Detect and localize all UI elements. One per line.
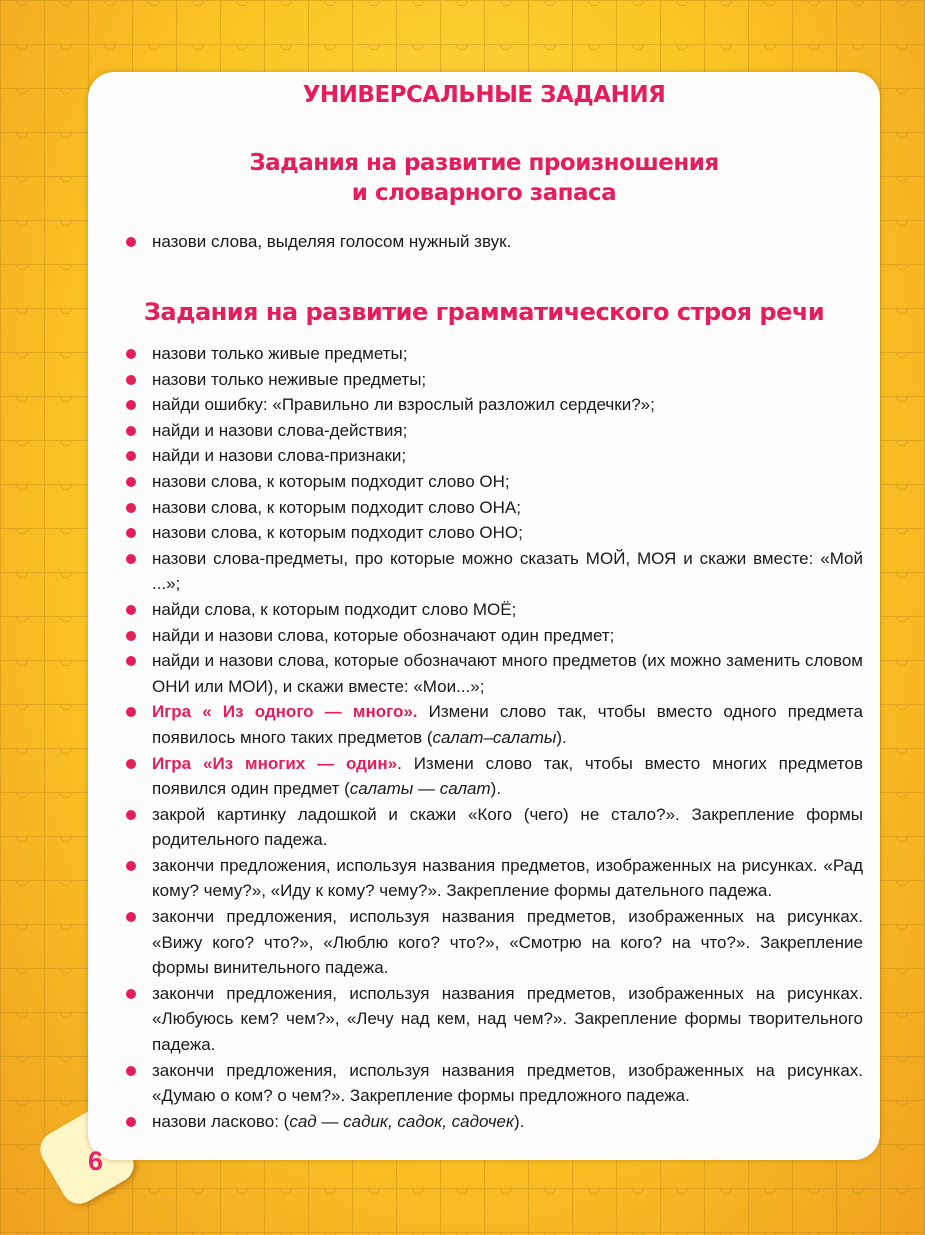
item-text: найди слова, к которым подходит слово МОЁ; [152,599,517,619]
list-item [152,981,863,1058]
item-text: назови слова, к которым подходит слово ОН; [152,471,510,491]
list-item [152,802,863,853]
item-text: ). [514,1111,525,1131]
example-text: салаты — салат [349,779,491,799]
list-item [152,597,863,623]
list-item [152,751,863,802]
list-item [152,392,863,418]
list-item [152,853,863,904]
item-text: закончи предложения, используя названия предметов, изображенных на рисунках. «Вижу кого? что?», «Люблю кого? что?», «Смотрю на кого? на что?». Закрепление формы винительного падежа. [152,907,863,978]
item-text: назови слова-предметы, про которые можно сказать МОЙ, МОЯ и скажи вместе: «Мой ...»; [152,548,863,594]
game-name: Игра « Из одного — много». [152,702,418,722]
item-text: найди ошибку: «Правильно ли взрослый разложил сердечки?»; [152,395,655,415]
list-item [152,495,863,521]
section1-list [152,229,863,255]
item-text: назови слова, к которым подходит слово ОНА; [152,497,521,517]
item-text: закрой картинку ладошкой и скажи «Кого (чего) не стало?». Закрепление формы родительного падежа. [152,804,863,850]
section2-heading: Задания на развитие грамматического строя речи [143,298,825,326]
item-text: найди и назови слова, которые обозначают один предмет; [152,625,615,645]
page-title: УНИВЕРСАЛЬНЫЕ ЗАДАНИЯ [302,82,666,108]
list-item [152,443,863,469]
section1-heading [88,148,880,208]
list-item [152,418,863,444]
item-text: найди и назови слова, которые обозначают много предметов (их можно заменить словом ОНИ или МОИ), и скажи вместе: «Мои...»; [152,651,863,696]
list-item [152,546,863,597]
item-text: найди и назови слова-признаки; [152,446,407,466]
section1-heading-line2: и словарного запаса [351,180,617,206]
list-item [152,699,863,750]
example-text: салат–салаты [432,727,557,747]
item-text: ). [556,727,567,747]
example-text: сад — садик, садок, садочек [289,1111,515,1131]
list-item [152,648,863,699]
page-number: 6 [88,1146,104,1176]
item-text: назови слова, к которым подходит слово ОНО; [152,523,523,543]
list-item [152,1109,863,1135]
list-item [152,367,863,393]
list-item [152,904,863,981]
list-item [152,229,863,255]
item-text: . Измени слово так, чтобы вместо многих предметов появился один предмет ( [152,753,863,799]
item-text: закончи предложения, используя названия предметов, изображенных на рисунках. «Любуюсь кем? чем?», «Лечу над кем, над чем?». Закрепление формы творительного падежа. [152,983,863,1055]
list-item [152,469,863,495]
list-item [152,1058,863,1109]
section1-heading-line1: Задания на развитие произношения [249,150,719,176]
list-item [152,341,863,367]
item-text: назови слова, выделяя голосом нужный звук. [152,232,512,251]
item-text: закончи предложения, используя названия предметов, изображенных на рисунках. «Рад кому? чему?», «Иду к кому? чему?». Закрепление формы дательного падежа. [152,855,863,901]
game-name: Игра «Из многих — один» [152,753,398,773]
list-item [152,623,863,649]
list-item [152,520,863,546]
item-text: Измени слово так, чтобы вместо одного предмета появилось много таких предметов ( [152,702,863,747]
item-text: ). [490,779,502,799]
section2-list [152,341,863,1134]
item-text: назови только неживые предметы; [152,369,427,389]
item-text: найди и назови слова-действия; [152,420,408,440]
item-text: назови ласково: ( [152,1111,290,1131]
item-text: закончи предложения, используя названия предметов, изображенных на рисунках. «Думаю о ком? о чем?». Закрепление формы предложного падежа. [152,1060,863,1106]
item-text: назови только живые предметы; [152,344,408,363]
